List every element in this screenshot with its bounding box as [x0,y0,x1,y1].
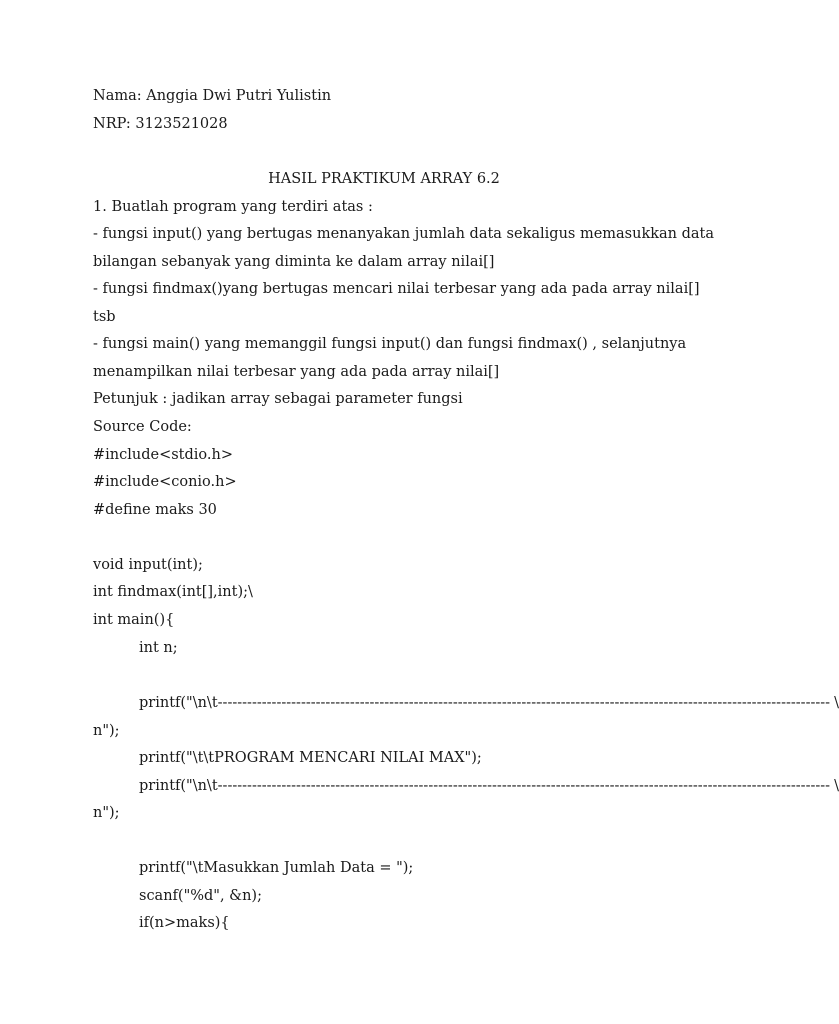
task-item-input-line2: bilangan sebanyak yang diminta ke dalam array nilai[] [93,254,495,270]
code-line-define-maks: #define maks 30 [93,502,217,518]
printf-call-start: printf("\n\t- [139,695,223,711]
student-name: Nama: Anggia Dwi Putri Yulistin [93,88,332,104]
code-line-printf-title: printf("\t\tPROGRAM MENCARI NILAI MAX"); [139,750,482,766]
task-item-input-line1: - fungsi input() yang bertugas menanyakan jumlah data sekaligus memasukkan data [93,226,715,242]
code-line-printf-separator-1 [139,689,839,717]
printf-call-start: printf("\n\t- [139,778,223,794]
student-nrp: NRP: 3123521028 [93,116,228,132]
code-line-include-stdio: #include<stdio.h> [93,447,233,463]
line-continuation: \ [834,695,839,711]
task-intro: 1. Buatlah program yang terdiri atas : [93,199,373,215]
code-line-printf-separator-2 [139,772,839,800]
code-line-printf-separator-2-end: n"); [93,805,120,821]
line-continuation: \ [834,778,839,794]
source-code-label: Source Code: [93,419,192,435]
code-line-main-start: int main(){ [93,612,175,628]
code-line-include-conio: #include<conio.h> [93,474,237,490]
task-item-main-line1: - fungsi main() yang memanggil fungsi input() dan fungsi findmax() , selanjutnya [93,336,687,352]
separator-dashes: ---------------------------------------------------------------------------------------------------------------------------- [222,695,831,711]
code-line-input-prototype: void input(int); [93,557,203,573]
code-line-int-n: int n; [139,640,178,656]
code-line-if-maks: if(n>maks){ [139,915,230,931]
task-item-main-line2: menampilkan nilai terbesar yang ada pada array nilai[] [93,364,500,380]
task-hint: Petunjuk : jadikan array sebagai parameter fungsi [93,391,463,407]
code-line-printf-separator-1-end: n"); [93,723,120,739]
separator-dashes: ---------------------------------------------------------------------------------------------------------------------------- [222,778,831,794]
task-item-findmax-line1: - fungsi findmax()yang bertugas mencari nilai terbesar yang ada pada array nilai[] [93,281,700,297]
code-line-printf-prompt: printf("\tMasukkan Jumlah Data = "); [139,860,414,876]
code-line-scanf: scanf("%d", &n); [139,888,262,904]
document-title: HASIL PRAKTIKUM ARRAY 6.2 [268,171,500,187]
task-item-findmax-line2: tsb [93,309,116,325]
code-line-findmax-prototype: int findmax(int[],int);\ [93,584,253,600]
